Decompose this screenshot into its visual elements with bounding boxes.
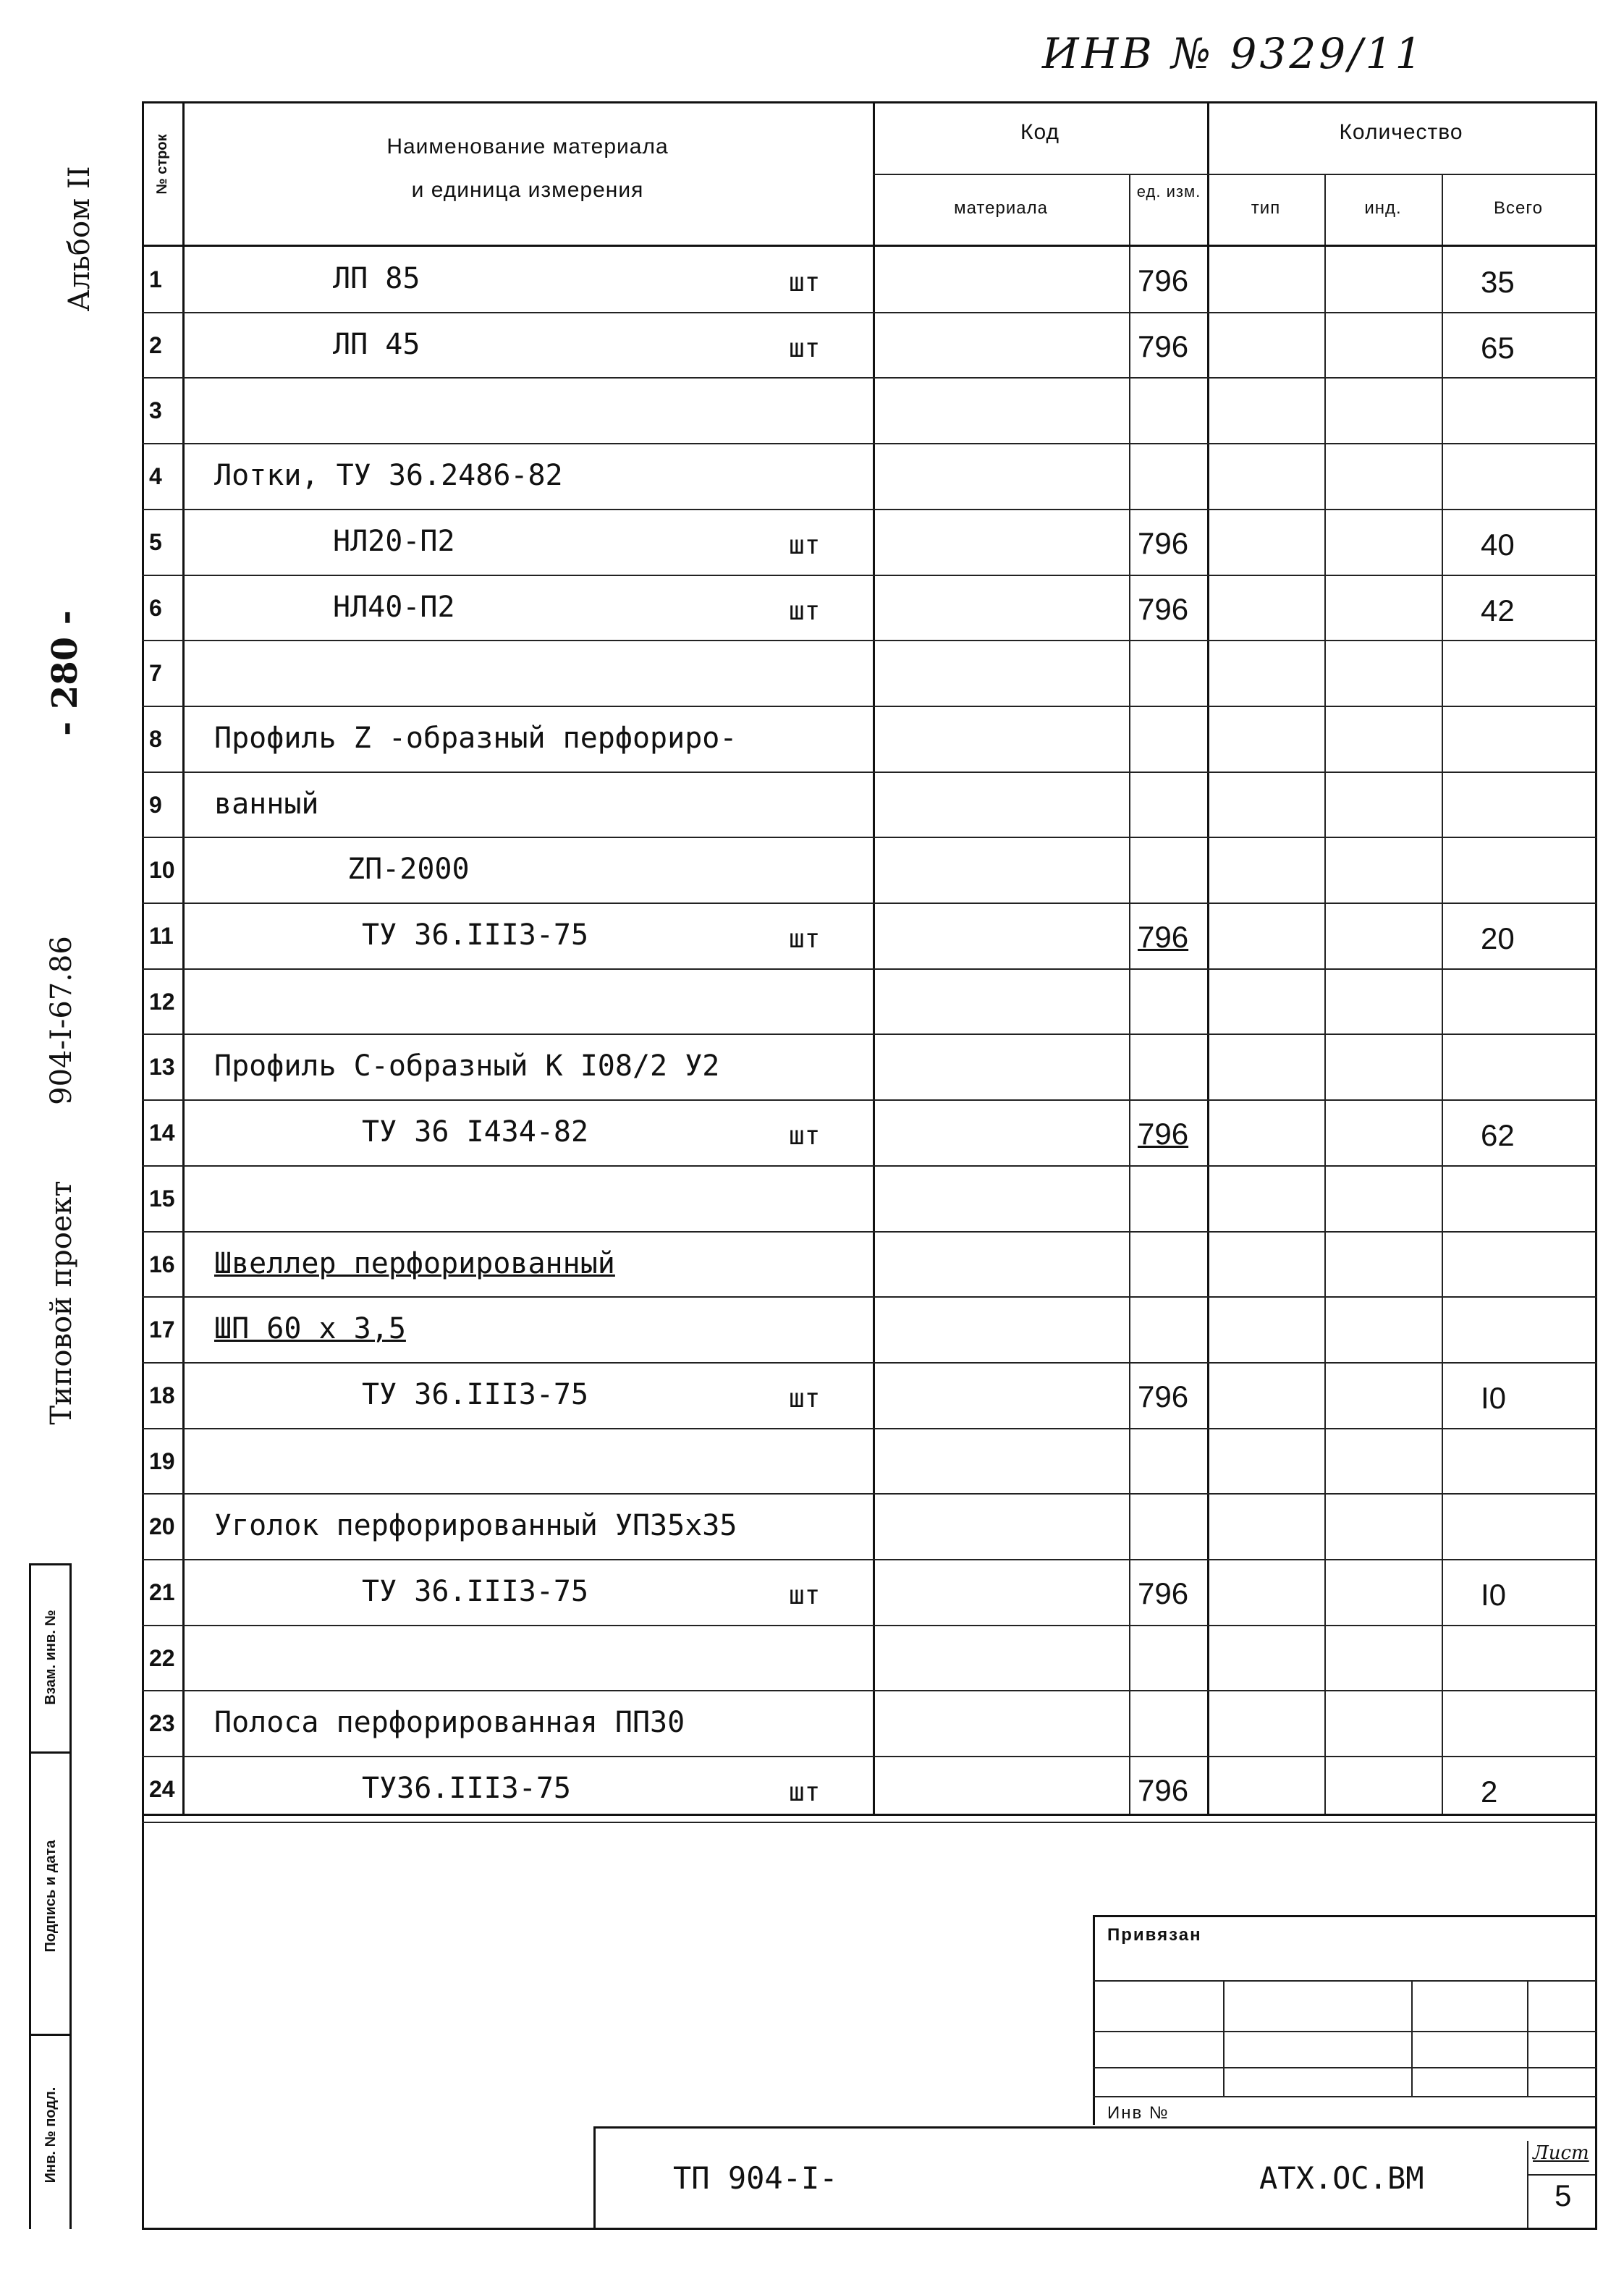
binding-line-3 [1093, 2067, 1596, 2068]
material-name: ТУ 36.III3-75 [362, 1377, 589, 1411]
row-number: 24 [149, 1776, 175, 1803]
material-name: НЛ20-П2 [333, 524, 455, 558]
row-number: 15 [149, 1185, 175, 1212]
col-sep-name [873, 101, 875, 1814]
table-row-line [142, 1034, 1596, 1035]
col-sep-ind [1442, 174, 1443, 1814]
row-number: 1 [149, 266, 162, 292]
material-name: ЛП 45 [333, 327, 420, 361]
row-number: 5 [149, 528, 162, 555]
footer-top [593, 2126, 1596, 2129]
table-row-line [142, 1822, 1596, 1823]
unit-of-measure: шт [789, 530, 821, 560]
col-sep-type [1324, 174, 1326, 1814]
material-name: Уголок перфорированный УП35х35 [214, 1509, 737, 1543]
unit-code: 796 [1138, 591, 1189, 626]
margin-box-right-edge [69, 1563, 72, 2229]
material-name: ЛП 85 [333, 262, 420, 295]
table-row-line [142, 575, 1596, 576]
table-row-line [142, 968, 1596, 970]
quantity-total: 65 [1481, 330, 1515, 365]
row-number: 4 [149, 463, 162, 490]
quantity-total: I0 [1481, 1380, 1507, 1415]
margin-box-divider-2 [29, 2034, 71, 2036]
table-row-line [142, 1231, 1596, 1233]
material-name: ТУ36.III3-75 [362, 1772, 571, 1806]
header-code: Код [1020, 120, 1060, 144]
table-bottom [142, 1814, 1596, 1816]
row-number: 8 [149, 725, 162, 752]
binding-label: Привязан [1107, 1925, 1202, 1945]
unit-of-measure: шт [789, 268, 821, 297]
row-number: 7 [149, 660, 162, 687]
material-name: НЛ40-П2 [333, 590, 455, 624]
header-code-material: материала [954, 198, 1048, 218]
quantity-total: 42 [1481, 593, 1515, 627]
unit-of-measure: шт [789, 596, 821, 626]
row-number: 3 [149, 397, 162, 424]
row-number: 2 [149, 331, 162, 358]
side-project-id: 904-I-67.86 [45, 936, 78, 1105]
inventory-stamp: ИНВ № 9329/11 [1042, 29, 1425, 78]
row-number: 20 [149, 1513, 175, 1540]
footer-sheet-line [1527, 2174, 1595, 2176]
material-name: ШП 60 х 3,5 [214, 1312, 406, 1346]
col-sep-code-unit [1129, 174, 1130, 1814]
unit-code: 796 [1138, 329, 1189, 363]
material-name: ТУ 36 I434-82 [362, 1115, 589, 1149]
row-number: 11 [149, 923, 174, 949]
frame-top [142, 101, 1596, 103]
binding-left [1093, 1915, 1095, 2125]
footer-left [593, 2126, 596, 2229]
quantity-total: 40 [1481, 527, 1515, 562]
binding-sep-1 [1223, 1980, 1225, 2096]
header-subline [873, 174, 1595, 175]
frame-bottom [142, 2228, 1597, 2230]
side-album-label: Альбом II [63, 166, 96, 312]
row-number: 17 [149, 1316, 175, 1343]
table-row-line [142, 1756, 1596, 1757]
table-row-line [142, 1099, 1596, 1101]
table-row-line [142, 837, 1596, 838]
binding-line-2 [1093, 2031, 1596, 2032]
binding-line-1 [1093, 1980, 1596, 1982]
row-number: 19 [149, 1447, 175, 1474]
footer-doc-mark: АТХ.ОС.ВМ [1259, 2160, 1424, 2196]
quantity-total: 35 [1481, 265, 1515, 299]
unit-code: 796 [1138, 1379, 1189, 1413]
unit-of-measure: шт [789, 1121, 821, 1151]
binding-sep-3 [1527, 1980, 1528, 2096]
margin-box-left-edge [29, 1563, 31, 2229]
footer-sheet-number: 5 [1555, 2178, 1572, 2212]
unit-code: 796 [1138, 263, 1189, 297]
row-number: 12 [149, 988, 175, 1015]
unit-code: 796 [1138, 525, 1189, 560]
table-row-line [142, 312, 1596, 313]
table-row-line [142, 1625, 1596, 1626]
row-number: 6 [149, 594, 162, 621]
material-name: ТУ 36.III3-75 [362, 1575, 589, 1608]
unit-of-measure: шт [789, 924, 821, 954]
header-code-unit: ед. изм. [1136, 182, 1201, 200]
table-row-line [142, 1690, 1596, 1691]
table-row-line [142, 772, 1596, 773]
material-name: Полоса перфорированная ПП30 [214, 1706, 685, 1740]
material-name: Профиль С-образный К I08/2 У2 [214, 1049, 720, 1083]
table-row-line [142, 1559, 1596, 1560]
binding-top [1093, 1915, 1596, 1917]
margin-box-divider-1 [29, 1751, 71, 1754]
quantity-total: 2 [1481, 1775, 1498, 1809]
row-number: 23 [149, 1710, 175, 1737]
row-number: 16 [149, 1251, 175, 1277]
table-row-line [142, 706, 1596, 707]
binding-line-4 [1093, 2096, 1596, 2097]
margin-podpis-data: Подпись и дата [43, 1840, 59, 1953]
binding-inv-label: Инв № [1107, 2103, 1170, 2123]
unit-code: 796 [1138, 920, 1189, 954]
quantity-total: 62 [1481, 1118, 1515, 1153]
material-name: ZП-2000 [347, 853, 470, 887]
footer-sheet-label: Лист [1533, 2142, 1589, 2164]
table-row-line [142, 1296, 1596, 1298]
material-name: Швеллер перфорированный [214, 1246, 615, 1280]
row-number: 14 [149, 1120, 175, 1146]
footer-sheet-sep [1527, 2141, 1528, 2228]
table-row-line [142, 903, 1596, 904]
unit-code: 796 [1138, 1773, 1189, 1808]
header-name-line2: и единица измерения [411, 178, 644, 202]
table-row-line [142, 443, 1596, 444]
unit-of-measure: шт [789, 333, 821, 363]
material-name: ТУ 36.III3-75 [362, 918, 589, 952]
header-qty-total: Всего [1494, 198, 1543, 218]
table-row-line [142, 509, 1596, 510]
unit-of-measure: шт [789, 1383, 821, 1413]
unit-of-measure: шт [789, 1581, 821, 1610]
header-row-no: № строк [154, 134, 170, 195]
table-row-line [142, 1493, 1596, 1495]
row-number: 22 [149, 1644, 175, 1671]
margin-vzam-inv: Взам. инв. № [43, 1610, 59, 1705]
table-row-line [142, 1165, 1596, 1167]
table-row-line [142, 640, 1596, 641]
side-project-label: Типовой проект [45, 1180, 78, 1425]
side-page-mark: - 280 - [45, 610, 85, 736]
header-bottom [142, 245, 1596, 247]
header-name-line1: Наименование материала [386, 135, 669, 158]
header-quantity: Количество [1339, 120, 1463, 144]
material-name: Профиль Z -образный перфориро- [214, 721, 737, 755]
unit-code: 796 [1138, 1576, 1189, 1610]
margin-inv-podl: Инв. № подл. [43, 2087, 59, 2184]
footer-doc-code: ТП 904-I- [673, 2160, 838, 2196]
row-number: 9 [149, 791, 162, 818]
unit-code: 796 [1138, 1117, 1189, 1151]
table-row-line [142, 1428, 1596, 1429]
table-row-line [142, 377, 1596, 379]
material-name: ванный [214, 787, 319, 821]
row-number: 10 [149, 857, 175, 884]
row-number: 13 [149, 1054, 175, 1081]
material-name: Лотки, ТУ 36.2486-82 [214, 459, 563, 493]
header-qty-ind: инд. [1364, 198, 1402, 218]
col-sep-code [1207, 101, 1209, 1814]
row-number: 21 [149, 1579, 175, 1605]
quantity-total: 20 [1481, 921, 1515, 955]
unit-of-measure: шт [789, 1778, 821, 1808]
quantity-total: I0 [1481, 1578, 1507, 1612]
table-row-line [142, 1362, 1596, 1364]
col-sep-rowno [182, 101, 185, 1814]
header-qty-type: тип [1251, 198, 1281, 218]
binding-sep-2 [1411, 1980, 1413, 2096]
row-number: 18 [149, 1382, 175, 1408]
